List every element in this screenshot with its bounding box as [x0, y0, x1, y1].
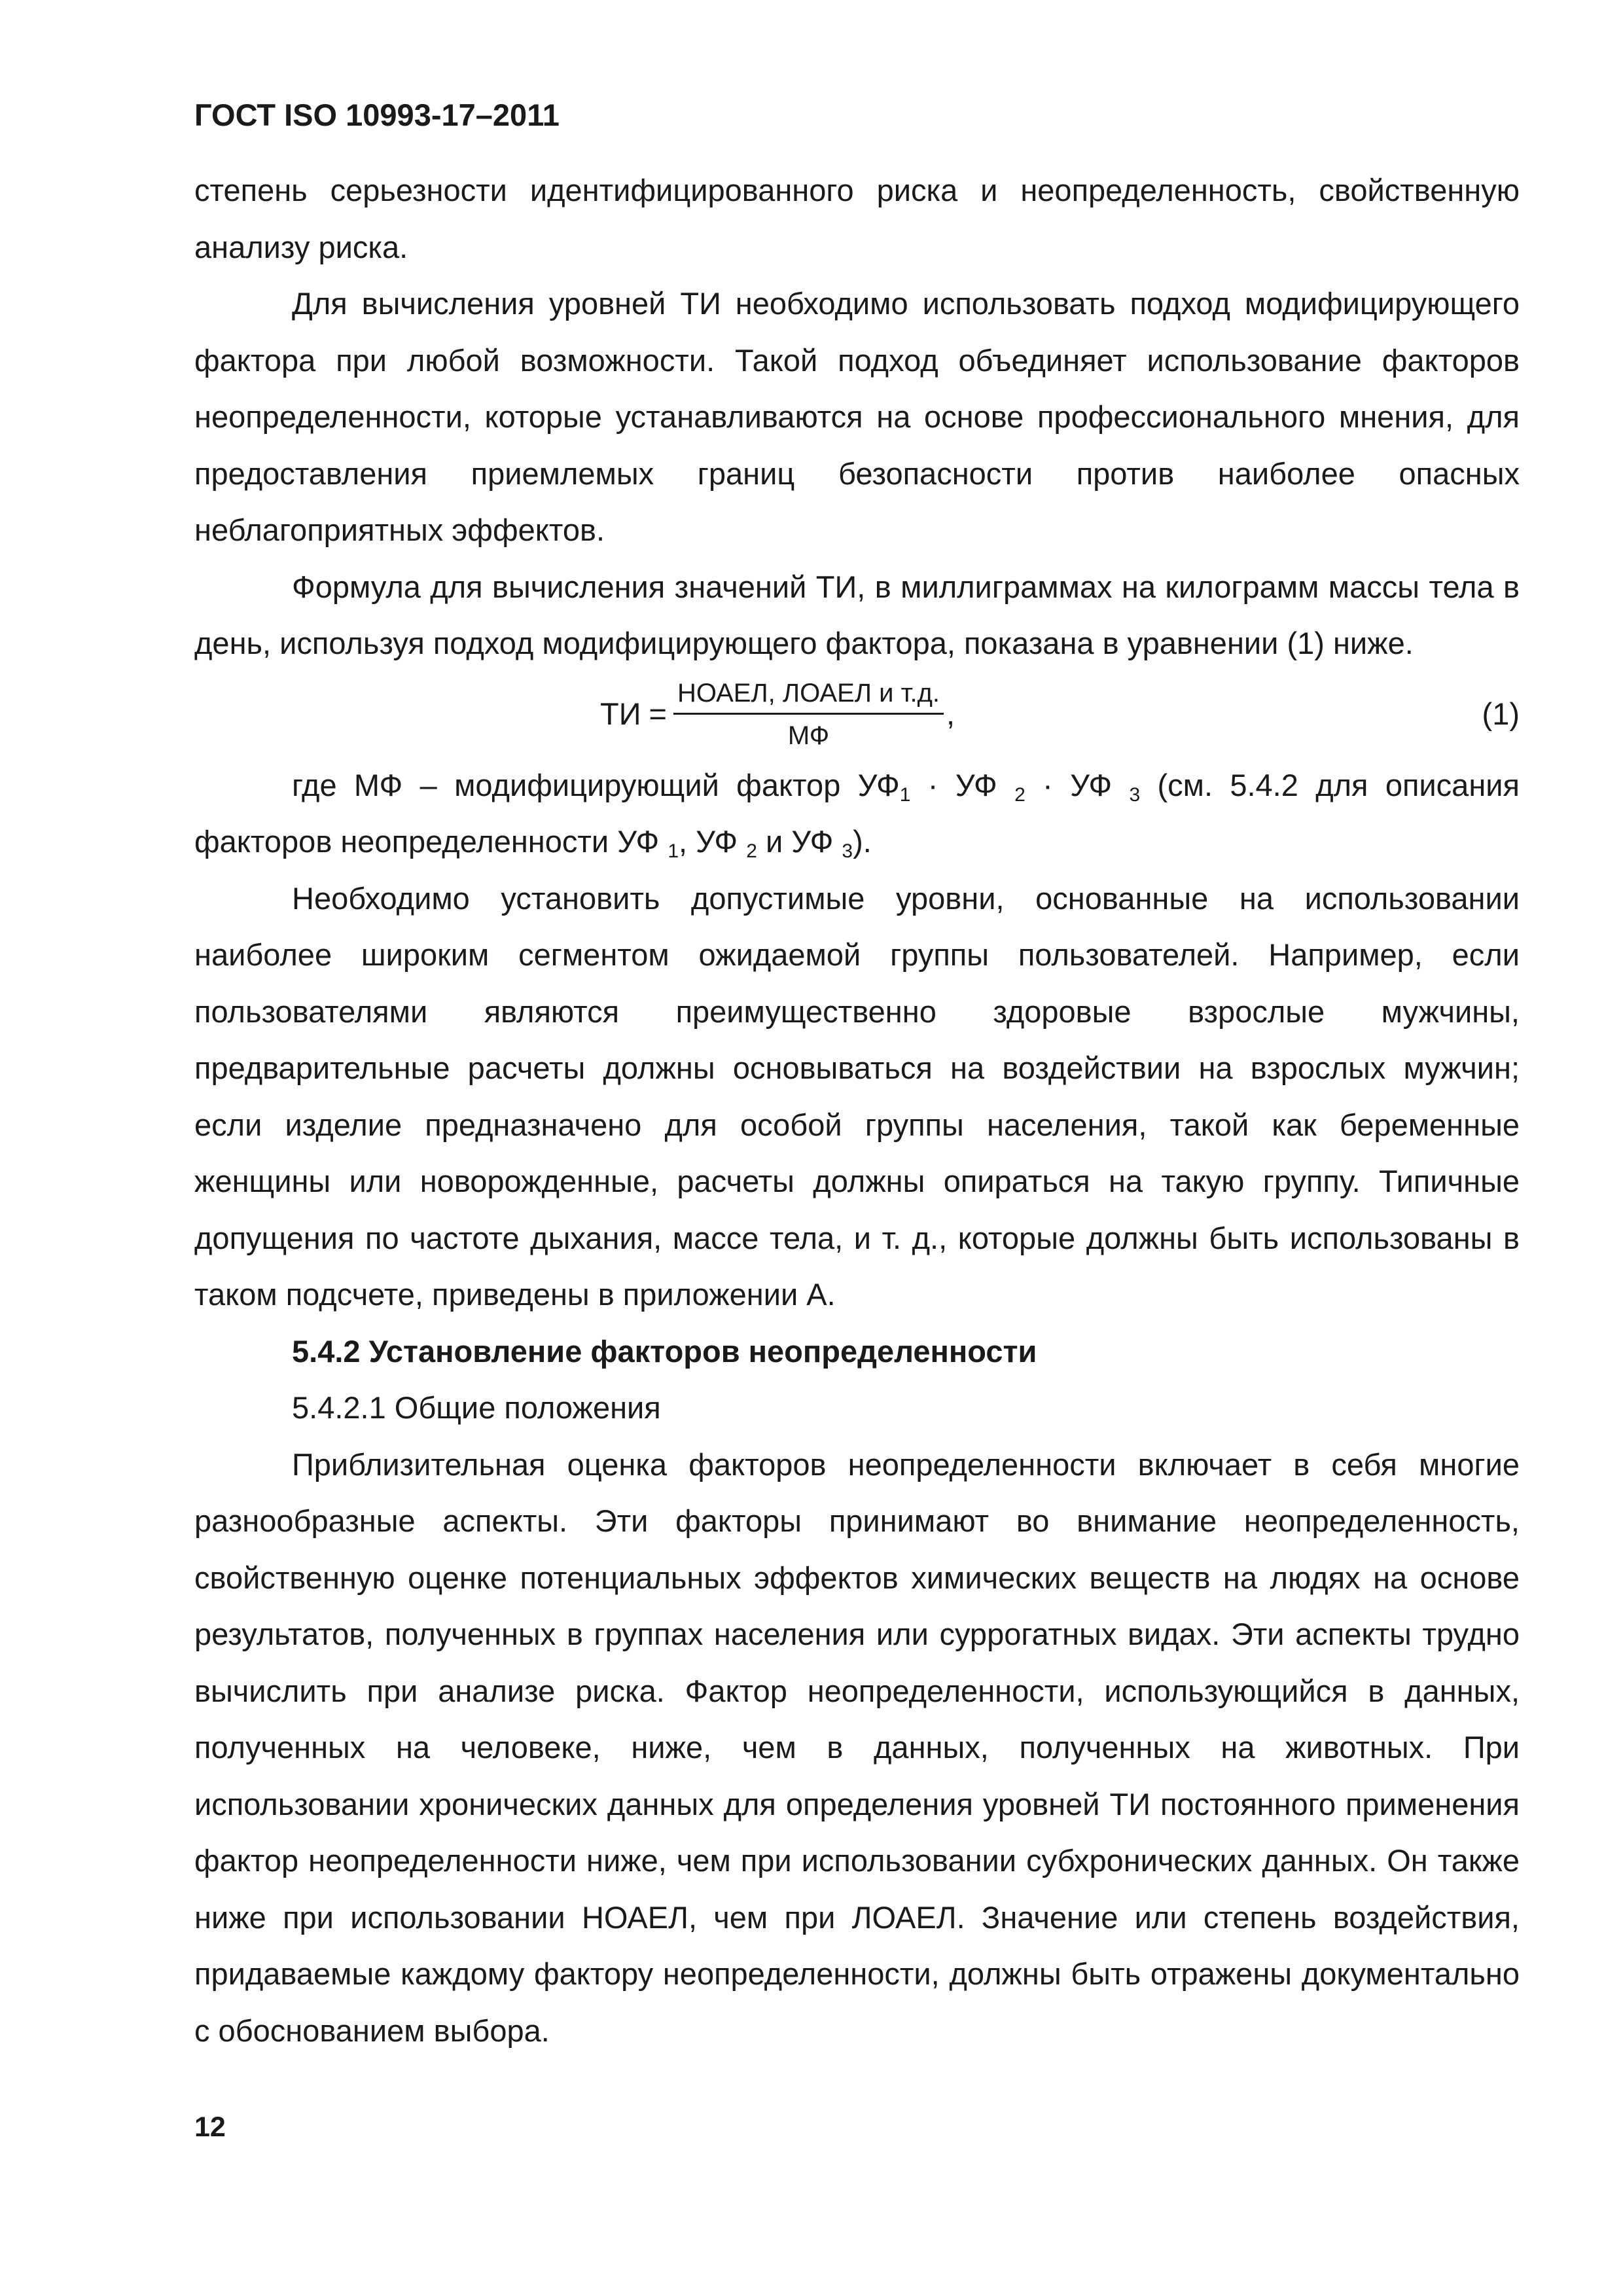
where-sub-5: 2 [746, 840, 757, 862]
where-sub-2: 2 [1014, 783, 1026, 806]
where-text-6: и УФ [757, 824, 842, 859]
section-heading: 5.4.2 Установление факторов неопределенности [292, 1333, 1037, 1369]
equation-number: (1) [1482, 696, 1520, 732]
where-text-7: ). [853, 824, 872, 859]
paragraph-uncertainty-factors: Приблизительная оценка факторов неопределенности включает в себя многие разнообразные аспекты. Эти факторы принимают во внимание неопределенность, свойственную оценке потенциальных эффектов химических веществ на людях на основе результатов, полученных в группах населения или суррогатных видах. Эти аспекты трудно вычислить при анализе риска. Фактор неопределенности, использующийся в данных, полученных на человеке, ниже, чем в данных, полученных на животных. При использовании хронических данных для определения уровней ТИ постоянного применения фактор неопределенности ниже, чем при использовании субхронических данных. Он также ниже при использовании НОАЕЛ, чем при ЛОАЕЛ. Значение или степень воздействия, придаваемые каждому фактору неопределенности, должны быть отражены документально с обоснованием выбора. [194, 1446, 1520, 2048]
where-text-5: , УФ [679, 824, 747, 859]
paragraph-where [194, 757, 1520, 870]
formula-numerator: НОАЕЛ, ЛОАЕЛ и т.д. [673, 677, 944, 715]
where-text-1: где МФ – модифицирующий фактор УФ [292, 767, 900, 802]
equation-1 [194, 672, 1520, 757]
formula-denominator: МФ [787, 721, 830, 750]
formula-comma: , [946, 696, 955, 732]
where-sub-1: 1 [899, 783, 911, 806]
where-text-3: · УФ [1025, 767, 1130, 802]
where-text-2: · УФ [910, 767, 1015, 802]
formula [600, 672, 955, 757]
formula-lhs: ТИ [600, 696, 641, 732]
document-header: ГОСТ ISO 10993-17–2011 [194, 98, 560, 132]
where-sub-4: 1 [668, 840, 679, 862]
where-sub-3: 3 [1129, 783, 1141, 806]
subsection-heading: 5.4.2.1 Общие положения [292, 1390, 661, 1425]
where-sub-6: 3 [842, 840, 853, 862]
page-number: 12 [194, 2111, 226, 2143]
where-text-4: (см. 5.4.2 для описания факторов неопределенности УФ [194, 767, 1520, 859]
paragraph-formula-intro: Формула для вычисления значений ТИ, в миллиграммах на килограмм массы тела в день, используя подход модифицирующего фактора, показана в уравнении (1) ниже. [194, 569, 1520, 660]
formula-fraction [673, 677, 944, 751]
formula-equals: = [649, 696, 667, 732]
body-text [194, 162, 1520, 2059]
paragraph-modifying-factor-approach: Для вычисления уровней ТИ необходимо использовать подход модифицирующего фактора при любой возможности. Такой подход объединяет использование факторов неопределенности, которые устанавливаются на основе профессионального мнения, для предоставления приемлемых границ безопасности против наиболее опасных неблагоприятных эффектов. [194, 286, 1520, 547]
paragraph-permissible-levels: Необходимо установить допустимые уровни, основанные на использовании наиболее широким сегментом ожидаемой группы пользователей. Например, если пользователями являются преимущественно здоровые взрослые мужчины, предварительные расчеты должны основываться на воздействии на взрослых мужчин; если изделие предназначено для особой группы населения, такой как беременные женщины или новорожденные, расчеты должны опираться на такую группу. Типичные допущения по частоте дыхания, массе тела, и т. д., которые должны быть использованы в таком подсчете, приведены в приложении А. [194, 880, 1520, 1312]
paragraph-continuation: степень серьезности идентифицированного риска и неопределенность, свойственную анализу риска. [194, 173, 1520, 264]
